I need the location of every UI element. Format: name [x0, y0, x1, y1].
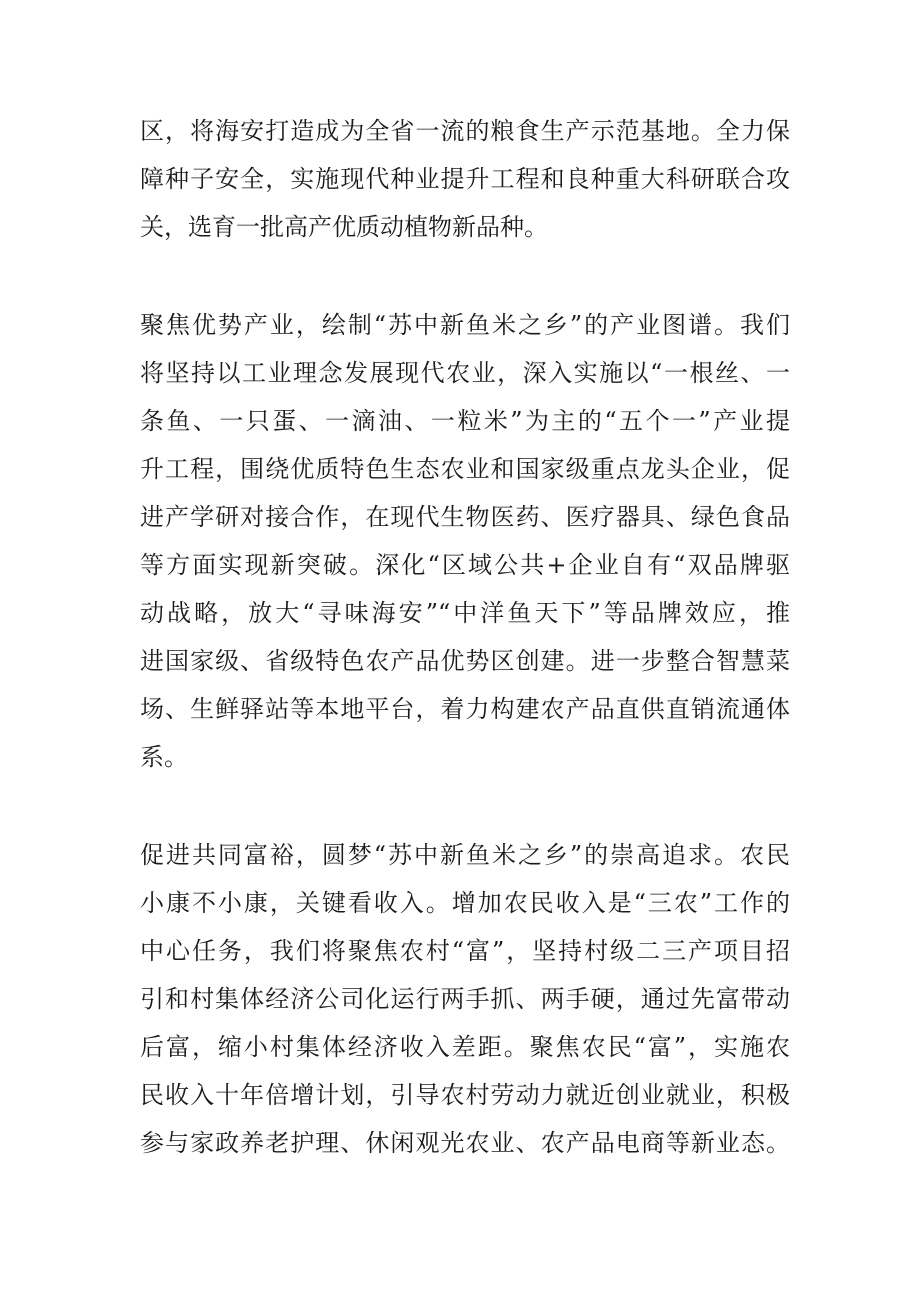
- paragraph-2-line-5: 进产学研对接合作，在现代生物医药、医疗器具、绿色食品: [140, 503, 790, 531]
- paragraph-3-line-6: 民收入十年倍增计划，引导农村劳动力就近创业就业，积极: [140, 1081, 790, 1109]
- paragraph-3-line-7: 参与家政养老护理、休闲观光农业、农产品电商等新业态。: [140, 1129, 790, 1157]
- paragraph-3-line-5: 后富，缩小村集体经济收入差距。聚焦农民“富”，实施农: [140, 1033, 790, 1061]
- paragraph-2-line-10: 系。: [140, 743, 188, 771]
- paragraph-2-line-3: 条鱼、一只蛋、一滴油、一粒米”为主的“五个一”产业提: [140, 407, 790, 435]
- paragraph-2-line-7: 动战略，放大“寻味海安”“中洋鱼天下”等品牌效应，推: [140, 599, 790, 627]
- paragraph-2-line-1: 聚焦优势产业，绘制“苏中新鱼米之乡”的产业图谱。我们: [140, 311, 790, 339]
- paragraph-3-line-3: 中心任务，我们将聚焦农村“富”，坚持村级二三产项目招: [140, 937, 790, 965]
- paragraph-2-line-4: 升工程，围绕优质特色生态农业和国家级重点龙头企业，促: [140, 455, 790, 483]
- paragraph-1-line-3: 关，选育一批高产优质动植物新品种。: [140, 213, 548, 241]
- paragraph-2-line-6: 等方面实现新突破。深化“区域公共+企业自有“双品牌驱: [140, 551, 790, 579]
- paragraph-2-line-8: 进国家级、省级特色农产品优势区创建。进一步整合智慧菜: [140, 647, 790, 675]
- paragraph-3-line-1: 促进共同富裕，圆梦“苏中新鱼米之乡”的崇高追求。农民: [140, 841, 790, 869]
- paragraph-3-line-4: 引和村集体经济公司化运行两手抓、两手硬，通过先富带动: [140, 985, 790, 1013]
- paragraph-2-line-2: 将坚持以工业理念发展现代农业，深入实施以“一根丝、一: [140, 359, 790, 387]
- paragraph-3-line-2: 小康不小康，关键看收入。增加农民收入是“三农”工作的: [140, 889, 790, 917]
- paragraph-1-line-1: 区，将海安打造成为全省一流的粮食生产示范基地。全力保: [140, 117, 790, 145]
- paragraph-2-line-9: 场、生鲜驿站等本地平台，着力构建农产品直供直销流通体: [140, 695, 790, 723]
- paragraph-1-line-2: 障种子安全，实施现代种业提升工程和良种重大科研联合攻: [140, 165, 790, 193]
